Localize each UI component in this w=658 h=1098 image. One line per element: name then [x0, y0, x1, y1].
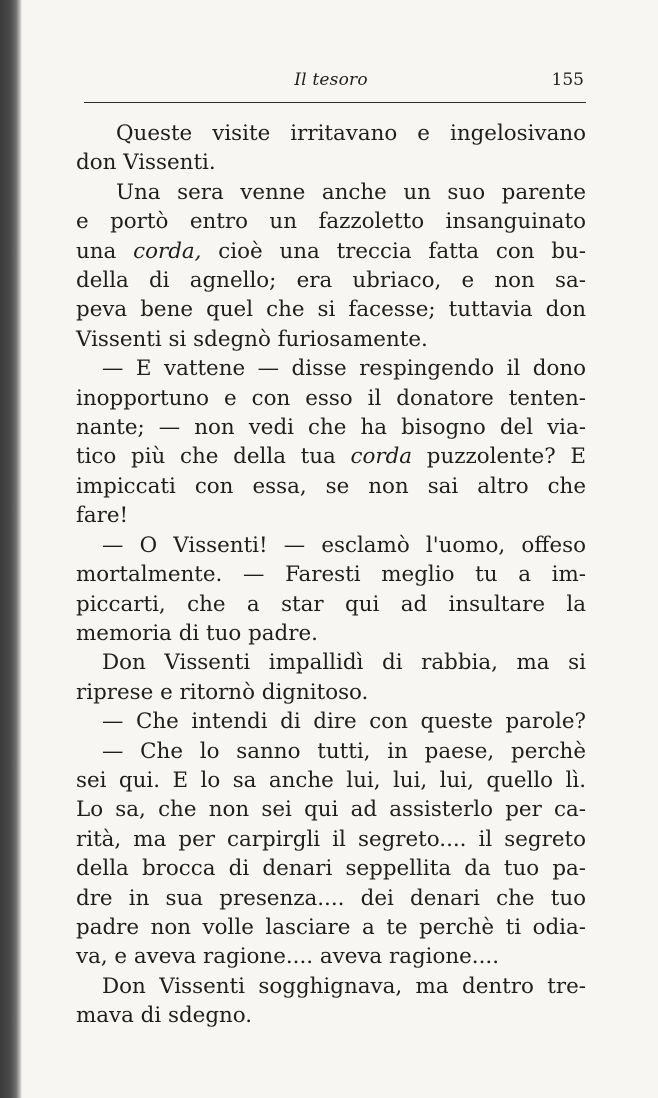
text-fragment: tico più che della tua: [76, 444, 351, 470]
text-line: riprese e ritornò dignitoso.: [76, 679, 369, 705]
text-line: Una sera venne anche un suo parente: [116, 179, 586, 205]
text-line: Vissenti si sdegnò furiosamente.: [76, 326, 428, 352]
text-line: memoria di tuo padre.: [76, 620, 318, 646]
text-line: — O Vissenti! — esclamò l'uomo, offeso: [102, 532, 586, 558]
text-line: della brocca di denari seppellita da tuo pa-: [76, 856, 586, 882]
book-binding-edge: [0, 0, 22, 1098]
text-line: padre non volle lasciare a te perchè ti odia-: [76, 914, 586, 940]
italic-word: corda,: [133, 238, 202, 264]
text-line: rità, ma per carpirgli il segreto.... il segreto: [76, 826, 586, 852]
text-line: impiccati con essa, se non sai altro che: [76, 473, 586, 499]
italic-word: corda: [350, 444, 413, 470]
text-line: — Che lo sanno tutti, in paese, perchè: [102, 738, 586, 764]
text-fragment: cioè una treccia fatta con bu-: [201, 238, 586, 264]
page-number: 155: [551, 70, 584, 90]
text-line: e portò entro un fazzoletto insanguinato: [76, 209, 586, 235]
text-line: mava di sdegno.: [76, 1003, 253, 1029]
text-line: Don Vissenti impallidì di rabbia, ma si: [102, 650, 586, 676]
text-line: della di agnello; era ubriaco, e non sa-: [76, 268, 586, 294]
text-line: [76, 237, 586, 266]
text-line: — Che intendi di dire con queste parole?: [102, 709, 586, 735]
text-line: inopportuno e con esso il donatore tenten-: [76, 385, 586, 411]
text-line: Don Vissenti sogghignava, ma dentro tre-: [102, 973, 586, 999]
text-line: mortalmente. — Faresti meglio tu a im-: [76, 562, 586, 588]
text-line: Lo sa, che non sei qui ad assisterlo per ca-: [76, 797, 586, 823]
running-header: [76, 60, 586, 94]
text-line: fare!: [76, 503, 129, 529]
text-line: sei qui. E lo sa anche lui, lui, lui, quello lì.: [76, 767, 586, 793]
text-line: [76, 442, 586, 471]
text-fragment: una: [76, 238, 134, 264]
header-rule: [84, 102, 586, 103]
text-line: nante; — non vedi che ha bisogno del via-: [76, 415, 586, 441]
text-line: piccarti, che a star qui ad insultare la: [76, 591, 586, 617]
text-line: dre in sua presenza.... dei denari che tuo: [76, 885, 586, 911]
running-title: Il tesoro: [294, 70, 368, 90]
text-line: don Vissenti.: [76, 150, 216, 176]
text-fragment: puzzolente? E: [412, 444, 586, 470]
text-line: peva bene quel che si facesse; tuttavia don: [76, 297, 586, 323]
text-line: Queste visite irritavano e ingelosivano: [116, 121, 586, 146]
text-line: va, e aveva ragione.... aveva ragione....: [76, 944, 500, 970]
text-line: — E vattene — disse respingendo il dono: [102, 356, 586, 382]
body-text: [76, 119, 586, 1031]
book-page: [76, 60, 586, 1031]
